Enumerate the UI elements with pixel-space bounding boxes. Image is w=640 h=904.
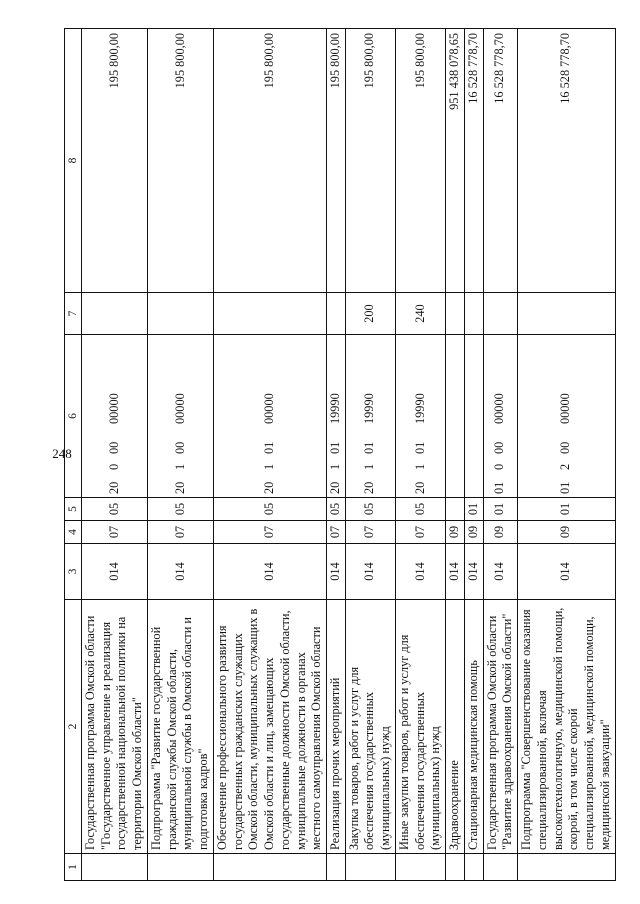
expense-type-code: 240	[395, 293, 445, 335]
table-row	[345, 29, 395, 881]
subsection-code: 05	[395, 498, 445, 521]
subsection-code: 05	[213, 498, 326, 521]
expense-type-code	[464, 293, 483, 335]
target-program-code: 01	[558, 481, 573, 494]
subsection-code: 05	[345, 498, 395, 521]
header-cell: 6	[65, 335, 82, 498]
expense-type-code	[147, 293, 213, 335]
page-number: 248	[52, 446, 72, 461]
target-article-code	[327, 335, 346, 498]
section-code: 09	[518, 521, 615, 544]
target-program-code: 01	[492, 481, 507, 494]
expense-type-code	[446, 293, 465, 335]
target-event-code: 01	[362, 441, 377, 454]
row-number-cell	[345, 854, 395, 881]
subsection-code: 01	[464, 498, 483, 521]
target-subprogram-code: 1	[362, 463, 377, 470]
target-direction-code: 00000	[106, 393, 121, 424]
section-code: 07	[395, 521, 445, 544]
subsection-code: 05	[82, 498, 148, 521]
target-article-code	[213, 335, 326, 498]
target-event-code: 01	[262, 441, 277, 454]
section-code: 09	[483, 521, 517, 544]
row-name: Здравоохранение	[446, 600, 465, 854]
expense-type-code	[327, 293, 346, 335]
ministry-code: 014	[327, 544, 346, 600]
budget-table	[64, 28, 616, 881]
subsection-code	[446, 498, 465, 521]
row-number-cell	[518, 854, 615, 881]
row-number-cell	[82, 854, 148, 881]
amount: 195 800,00	[327, 29, 346, 293]
section-code: 09	[446, 521, 465, 544]
subsection-code: 01	[483, 498, 517, 521]
target-program-code: 20	[262, 481, 277, 494]
amount: 951 438 078,65	[446, 29, 465, 293]
target-program-code: 20	[362, 481, 377, 494]
row-number-cell	[483, 854, 517, 881]
header-cell: 3	[65, 544, 82, 600]
header-cell: 4	[65, 521, 82, 544]
header-cell: 1	[65, 854, 82, 881]
target-article-code	[518, 335, 615, 498]
table-body	[82, 29, 616, 881]
ministry-code: 014	[446, 544, 465, 600]
expense-type-code	[82, 293, 148, 335]
row-number-cell	[327, 854, 346, 881]
section-code: 07	[147, 521, 213, 544]
target-direction-code: 00000	[492, 393, 507, 424]
table-row	[518, 29, 615, 881]
target-subprogram-code: 1	[172, 463, 187, 470]
row-number-cell	[464, 854, 483, 881]
section-code: 07	[345, 521, 395, 544]
target-event-code: 00	[492, 441, 507, 454]
target-direction-code: 19990	[362, 393, 377, 424]
section-code: 07	[213, 521, 326, 544]
amount: 195 800,00	[147, 29, 213, 293]
expense-type-code: 200	[345, 293, 395, 335]
amount: 195 800,00	[213, 29, 326, 293]
subsection-code: 05	[327, 498, 346, 521]
table-row	[464, 29, 483, 881]
target-article-code	[446, 335, 465, 498]
amount: 16 528 778,70	[518, 29, 615, 293]
rotated-table-area	[64, 29, 630, 881]
row-name: Подпрограмма "Развитие государственной гражданской службы Омской области, муниципальной службы в Омской области и подготовка кадров"	[147, 600, 213, 854]
target-subprogram-code: 1	[412, 463, 427, 470]
section-code: 09	[464, 521, 483, 544]
row-name: Обеспечение профессионального развития государственных гражданских служащих Омской области, муниципальных служащих в Омской области и лиц, замещающих государственные должности Омской области, муниципальные должности в органах местного самоуправления Омской области	[213, 600, 326, 854]
target-event-code: 00	[558, 441, 573, 454]
target-article-code	[147, 335, 213, 498]
header-cell: 2	[65, 600, 82, 854]
ministry-code: 014	[395, 544, 445, 600]
target-event-code: 01	[328, 441, 343, 454]
target-subprogram-code: 1	[328, 463, 343, 470]
target-article-code	[82, 335, 148, 498]
ministry-code: 014	[82, 544, 148, 600]
row-number-cell	[147, 854, 213, 881]
target-direction-code: 19990	[412, 393, 427, 424]
table-row	[327, 29, 346, 881]
header-cell: 7	[65, 293, 82, 335]
target-article-code	[464, 335, 483, 498]
table-row	[483, 29, 517, 881]
target-direction-code: 00000	[558, 393, 573, 424]
ministry-code: 014	[213, 544, 326, 600]
target-article-code	[483, 335, 517, 498]
amount: 16 528 778,70	[464, 29, 483, 293]
amount: 195 800,00	[395, 29, 445, 293]
row-number-cell	[446, 854, 465, 881]
target-program-code: 20	[412, 481, 427, 494]
target-subprogram-code: 0	[492, 463, 507, 470]
row-name: Иные закупки товаров, работ и услуг для обеспечения государственных (муниципальных) нужд	[395, 600, 445, 854]
row-name: Закупка товаров, работ и услуг для обеспечения государственных (муниципальных) нужд	[345, 600, 395, 854]
amount: 16 528 778,70	[483, 29, 517, 293]
ministry-code: 014	[518, 544, 615, 600]
target-subprogram-code: 1	[262, 463, 277, 470]
table-row	[446, 29, 465, 881]
amount: 195 800,00	[345, 29, 395, 293]
row-number-cell	[395, 854, 445, 881]
target-article-code	[395, 335, 445, 498]
target-subprogram-code: 2	[558, 463, 573, 470]
target-program-code: 20	[172, 481, 187, 494]
target-program-code: 20	[106, 481, 121, 494]
table-row	[395, 29, 445, 881]
row-name: Подпрограмма "Совершенствование оказания специализированной, включая высокотехнологичную, медицинской помощи, скорой, в том числе скорой специализированной, медицинской помощи, медицинской эвакуации"	[518, 600, 615, 854]
target-event-code: 01	[412, 441, 427, 454]
row-name: Реализация прочих мероприятий	[327, 600, 346, 854]
target-direction-code: 00000	[172, 393, 187, 424]
row-number-cell	[213, 854, 326, 881]
target-event-code: 00	[106, 441, 121, 454]
expense-type-code	[518, 293, 615, 335]
ministry-code: 014	[464, 544, 483, 600]
header-cell: 8	[65, 29, 82, 293]
subsection-code: 05	[147, 498, 213, 521]
target-program-code: 20	[328, 481, 343, 494]
subsection-code: 01	[518, 498, 615, 521]
target-event-code: 00	[172, 441, 187, 454]
ministry-code: 014	[483, 544, 517, 600]
ministry-code: 014	[345, 544, 395, 600]
target-subprogram-code: 0	[106, 463, 121, 470]
ministry-code: 014	[147, 544, 213, 600]
section-code: 07	[327, 521, 346, 544]
table-row	[147, 29, 213, 881]
target-article-code	[345, 335, 395, 498]
expense-type-code	[483, 293, 517, 335]
table-row	[213, 29, 326, 881]
header-row	[65, 29, 82, 881]
header-cell: 5	[65, 498, 82, 521]
section-code: 07	[82, 521, 148, 544]
amount: 195 800,00	[82, 29, 148, 293]
expense-type-code	[213, 293, 326, 335]
target-direction-code: 00000	[262, 393, 277, 424]
target-direction-code: 19990	[328, 393, 343, 424]
table-row	[82, 29, 148, 881]
row-name: Стационарная медицинская помощь	[464, 600, 483, 854]
row-name: Государственная программа Омской области "Государственное управление и реализация государственной национальной политики на территории Омской области"	[82, 600, 148, 854]
row-name: Государственная программа Омской области "Развитие здравоохранения Омской области"	[483, 600, 517, 854]
rotated-table-wrapper	[64, 29, 630, 881]
